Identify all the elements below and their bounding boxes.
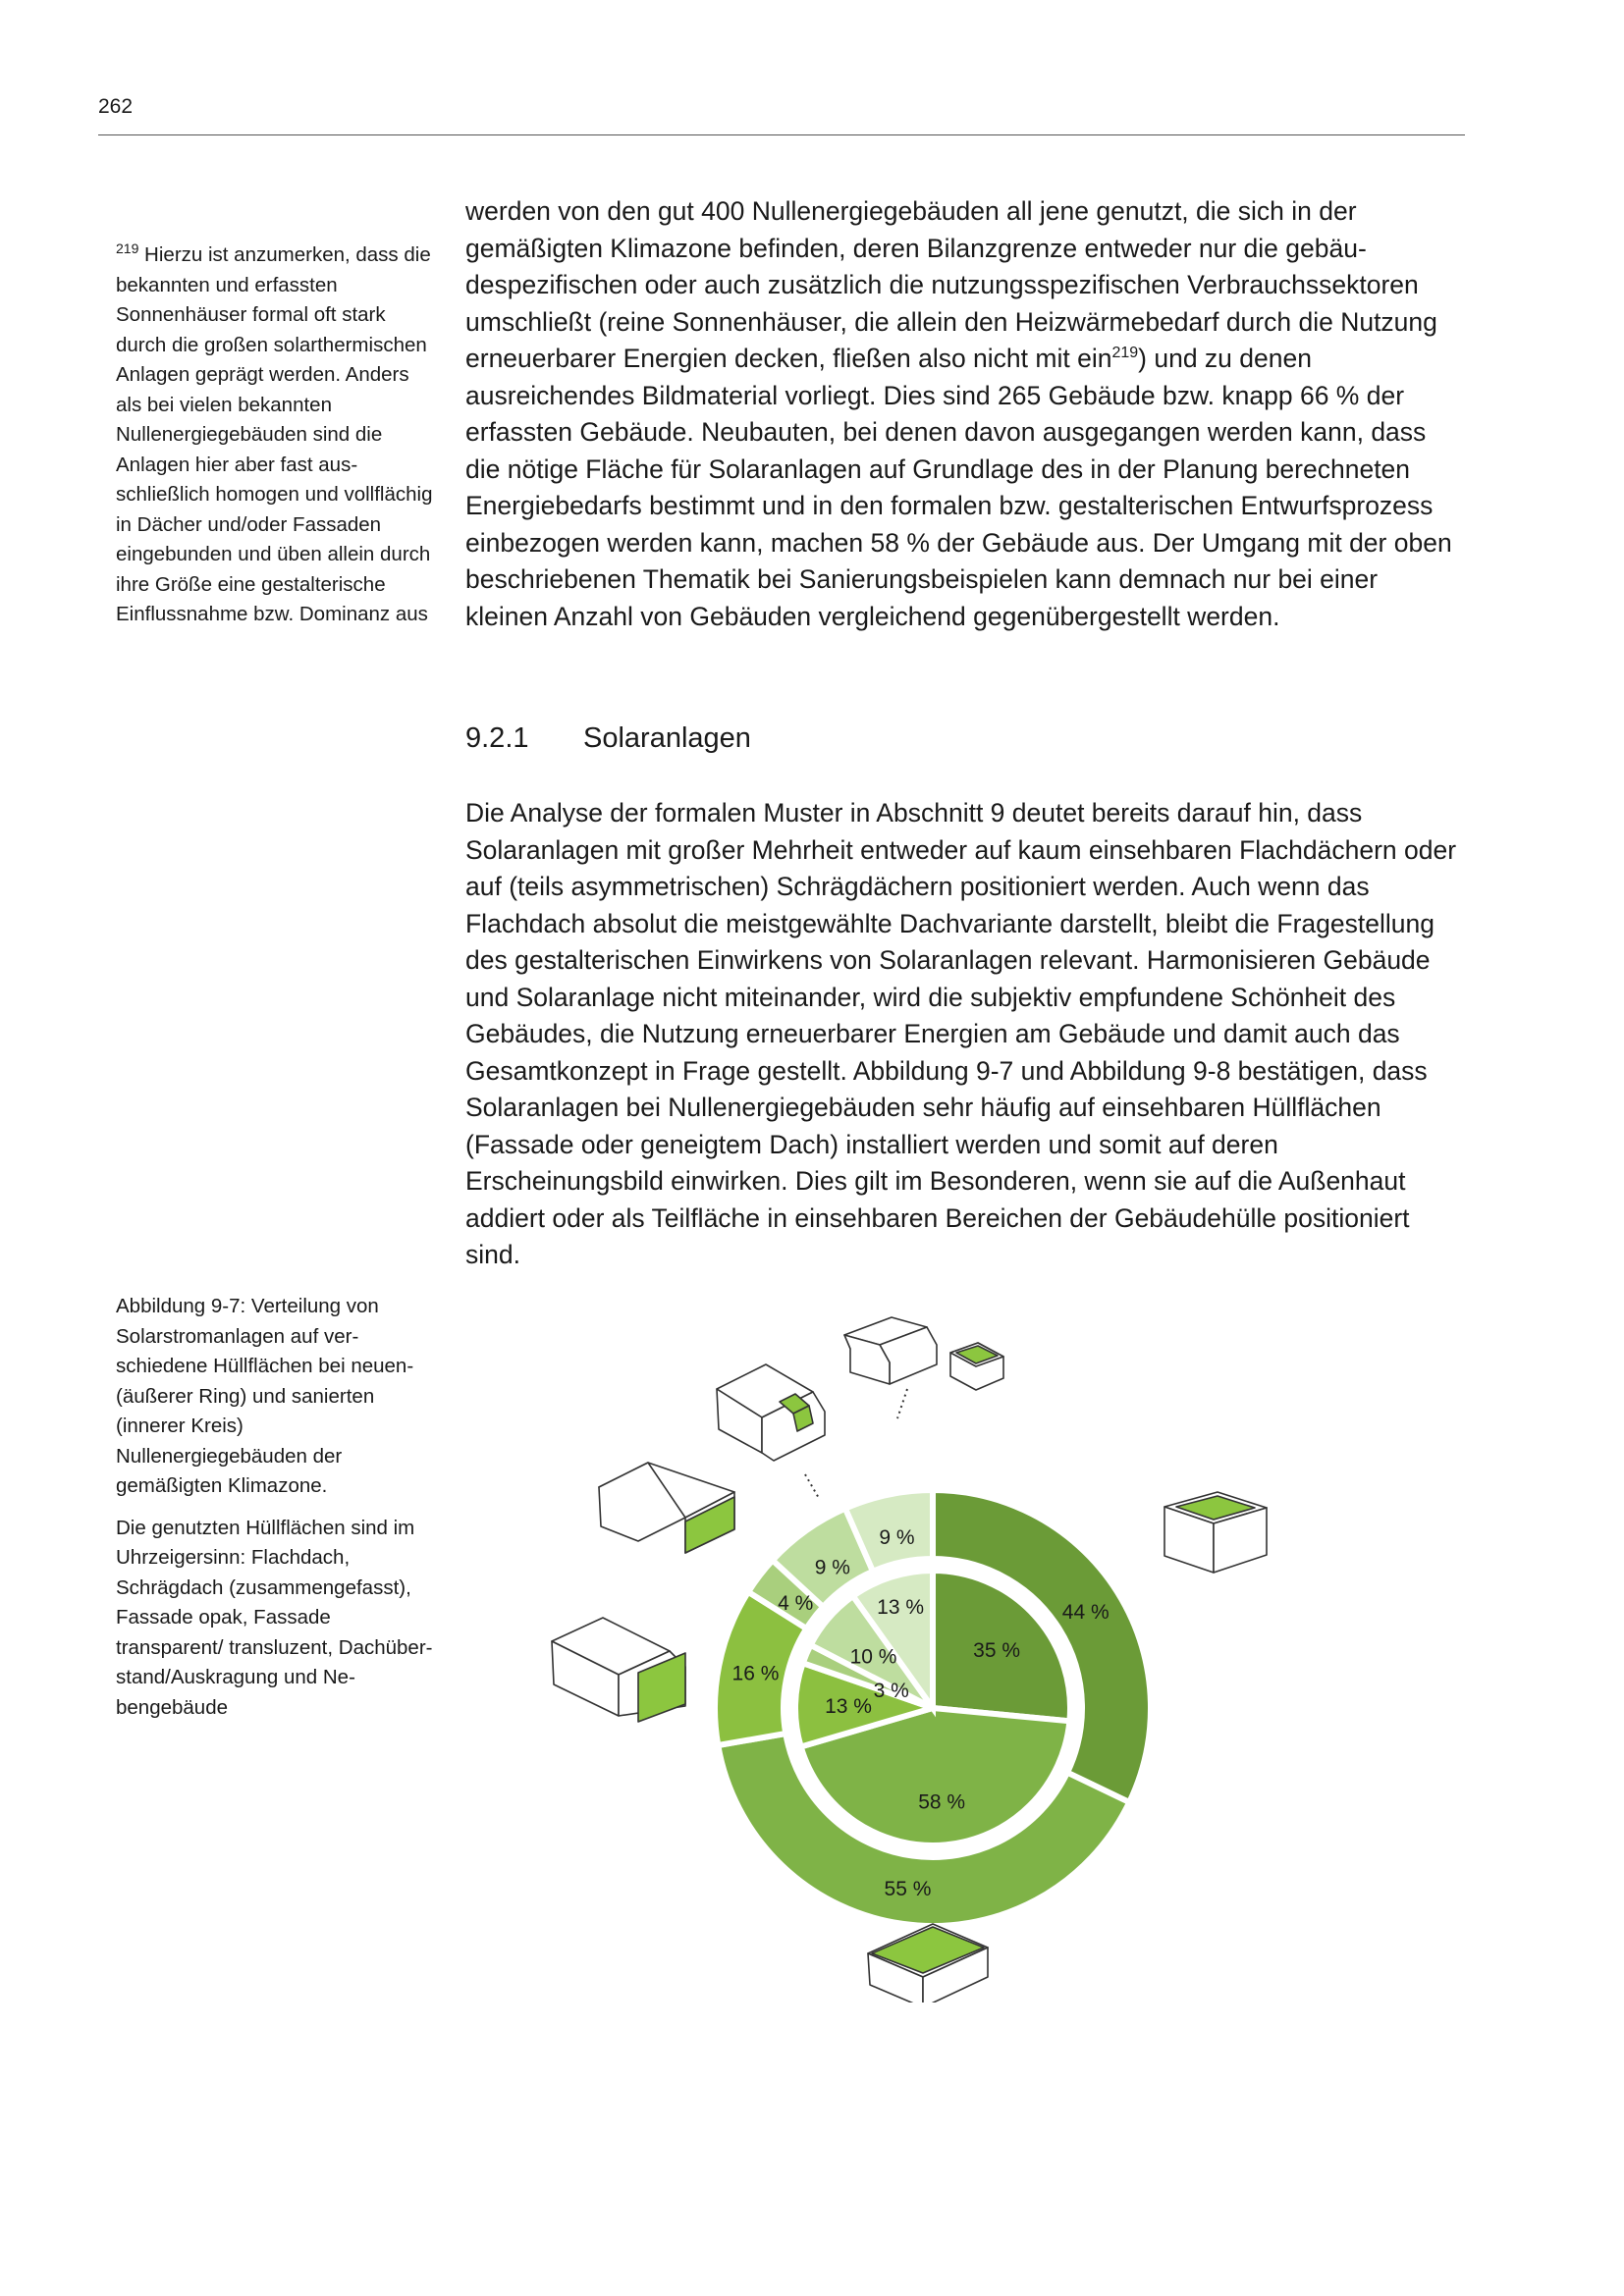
house-icon-nebengebaeude-inner [717,1364,825,1461]
inner-label-6: 13 % [877,1596,925,1620]
header-rule [98,134,1465,135]
inner-label-3: 13 % [825,1694,872,1718]
outer-label-4: 4 % [778,1591,814,1615]
house-icon-nebengebaeude [844,1317,1003,1390]
house-icon-flachdach [1164,1492,1267,1573]
paragraph-1-before: werden von den gut 400 Nullenergiegebäuden all jene genutzt, die sich in der gemäßigten Klimazone befinden, deren Bilanzgrenze entweder nur die gebäudespezifischen oder auch zusätzlich die nutzungsspezifischen Verbrauchssektoren umschließt (reine Sonnenhäuser, die allein den Heizwärmebedarf durch die Nutzung erneuerbarer Energien decken, fließen also nicht mit ein [465,196,1437,373]
caption-title: Abbildung 9-7: Verteilung von Solarstromanlagen auf verschiedene Hüllflächen bei neuen- (äußerer Ring) und sanierten (innerer Kreis) Nullenergiegebäuden der gemäßigten Klimazone. [116,1295,414,1497]
inner-label-2: 58 % [918,1790,966,1814]
house-icon-fassade [552,1618,685,1722]
outer-label-6: 9 % [879,1525,915,1549]
footnote-mark: 219 [116,240,139,257]
outer-label-1: 44 % [1061,1600,1110,1624]
pointer-line-outer [897,1389,907,1418]
body-paragraph-2 [465,795,1467,1274]
inner-label-4: 3 % [873,1679,909,1702]
house-icon-dachueberstand [599,1463,734,1553]
inner-label-5: 10 % [849,1645,897,1669]
paragraph-2: Die Analyse der formalen Muster in Abschnitt 9 deutet bereits darauf hin, dass Solaranlagen mit großer Mehrheit entweder auf kaum einsehbaren Flachdächern oder auf (teils asymmetrischen) Schrägdächern positioniert werden. Auch wenn das Flachdach absolut die meistgewählte Dachvariante darstellt, bleibt die Fragestellung des gestalterischen Einwirkens von Solaranlagen relevant. Harmonisieren Gebäude und Solaranlage nicht miteinander, wird die subjektiv empfundene Schönheit des Gebäudes, die Nutzung erneuerbarer Energien am Gebäude und damit auch das Gesamtkonzept in Frage gestellt. Abbildung 9-7 und Abbildung 9-8 bestätigen, dass Solaranlagen bei Nullenergiegebäuden sehr häufig auf einsehbaren Hüllflächen (Fassade oder geneigtem Dach) installiert werden und somit auf deren Erscheinungsbild einwirken. Dies gilt im Besonderen, wenn sie auf die Außenhaut addiert oder als Teilfläche in einsehbaren Bereichen der Gebäudehülle positioniert sind. [465,798,1457,1269]
body-paragraph-1 [465,193,1467,635]
page-number: 262 [98,95,134,118]
figure-caption [116,1292,440,1723]
footnote-text: Hierzu ist anzumerken, dass die bekannten und erfassten Sonnenhäuser formal oft stark durch die großen solarthermischen Anlagen geprägt werden. Anders als bei vielen bekannten Nullenergiegebäuden sind die Anlagen hier aber fast ausschließlich homogen und vollflächig in Dächer und/oder Fassaden eingebunden und üben allein durch ihre Größe eine gestalterische Einflussnahme bzw. Dominanz aus [116,243,433,625]
section-title: Solaranlagen [583,722,751,754]
section-number: 9.2.1 [465,722,529,754]
outer-label-5: 9 % [814,1556,850,1579]
caption-description: Die genutzten Hüllflächen sind im Uhrzeigersinn: Flachdach, Schrägdach (zusammengefasst), Fassade opak, Fassade transparent/ transluzent, Dachüberstand/Auskragung und Nebengebäude [116,1516,433,1719]
footnote-reference[interactable]: 219 [1111,345,1139,362]
outer-label-3: 16 % [731,1662,780,1685]
paragraph-1-after: ) und zu denen ausreichendes Bildmaterial vorliegt. Dies sind 265 Gebäude bzw. knapp 66 % der erfassten Gebäude. Neubauten, bei denen davon ausgegangen werden kann, dass die nötige Fläche für Solaranlagen auf Grundlage des in der Planung berechneten Energiebedarfs bestimmt und in den formalen bzw. gestalterischen Entwurfsprozess einbezogen werden kann, machen 58 % der Gebäude aus. Der Umgang mit der oben beschriebenen Thematik bei Sanierungsbeispielen kann demnach nur bei einer kleinen Anzahl von Gebäuden vergleichend gegenübergestellt werden. [465,344,1452,631]
outer-label-2: 55 % [884,1878,932,1901]
inner-label-1: 35 % [973,1638,1021,1662]
solar-distribution-chart [540,1296,1286,2002]
footnote [116,240,440,630]
pointer-line-inner [805,1474,820,1500]
section-heading [465,722,751,755]
house-icon-schraegdach [868,1924,988,2002]
